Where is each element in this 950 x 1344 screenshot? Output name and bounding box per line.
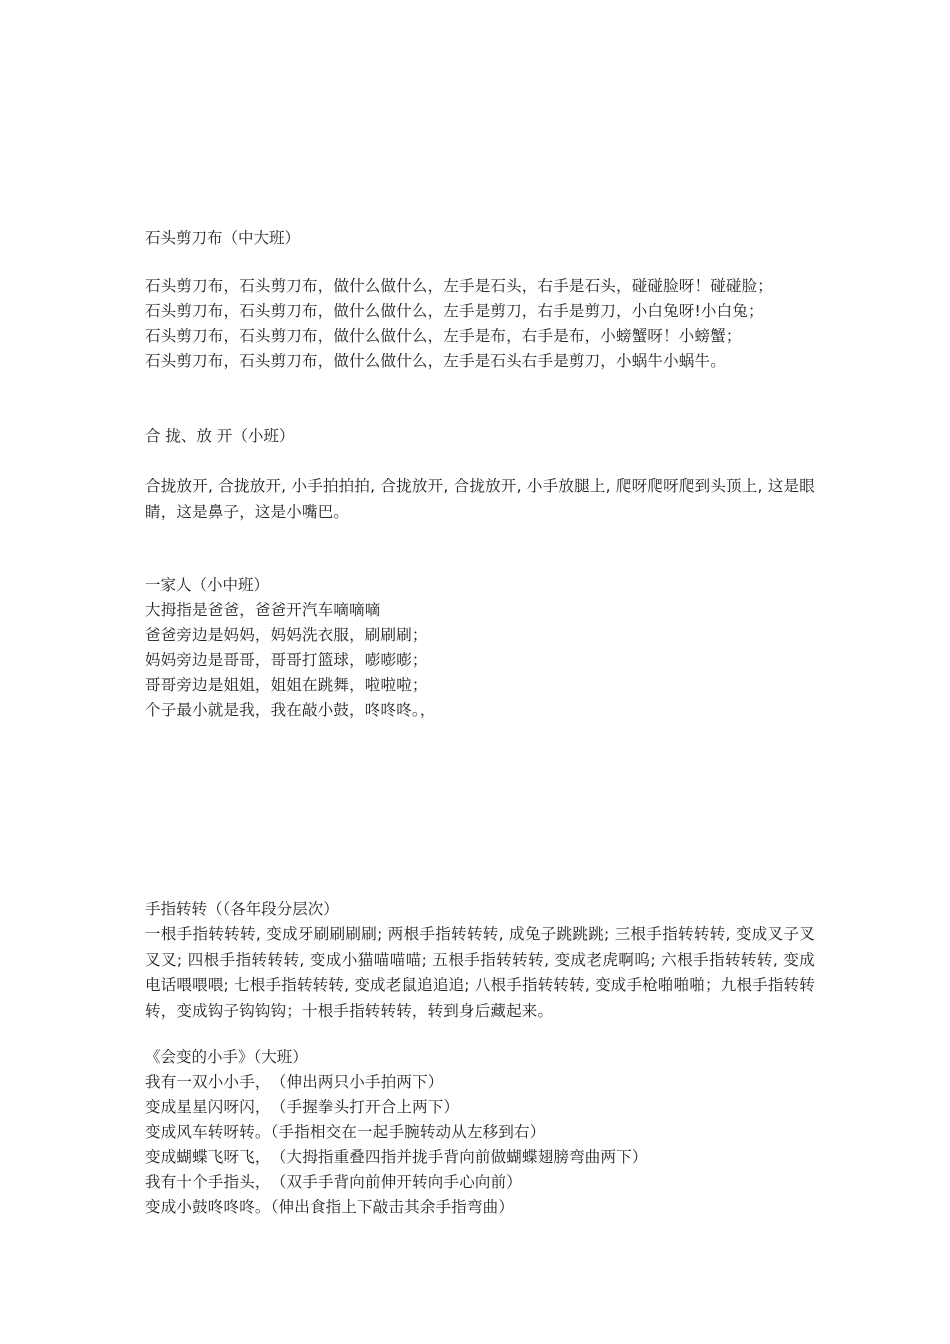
section-family <box>145 573 815 723</box>
verse-line: 我有一双小小手， （伸出两只小手拍两下） <box>145 1073 444 1091</box>
verse-line: 变成蝴蝶飞呀飞， （大拇指重叠四指并拢手背向前做蝴蝶翅膀弯曲两下） <box>145 1148 648 1166</box>
verse-line: 变成风车转呀转。（手指相交在一起手腕转动从左移到右） <box>145 1123 546 1141</box>
section-title: 一家人（小中班） <box>145 576 270 594</box>
section-title: 石头剪刀布（中大班） <box>145 229 301 247</box>
section-rock-paper-scissors-body <box>145 274 815 374</box>
verse-line: 石头剪刀布，石头剪刀布，做什么做什么，左手是石头，右手是石头，碰碰脸呀！碰碰脸； <box>145 277 774 295</box>
verse-line: 石头剪刀布，石头剪刀布，做什么做什么，左手是剪刀，右手是剪刀，小白兔呀!小白兔； <box>145 302 764 320</box>
section-open-close <box>145 424 815 449</box>
section-rock-paper-scissors <box>145 226 815 251</box>
verse-paragraph: 合拢放开, 合拢放开, 小手拍拍拍, 合拢放开, 合拢放开, 小手放腿上, 爬呀爬呀爬到头顶上, 这是眼睛，这是鼻子，这是小嘴巴。 <box>145 477 815 521</box>
verse-paragraph: 一根手指转转转, 变成牙刷刷刷刷; 两根手指转转转, 成兔子跳跳跳; 三根手指转转转, 变成叉子叉叉叉; 四根手指转转转, 变成小猫喵喵喵; 五根手指转转转, 变成老虎啊呜; 六根手指转转转, 变成电话喂喂喂; 七根手指转转转, 变成老鼠追追追; 八根手指转转转, 变成手枪啪啪啪；九根手指转转转，变成钩子钩钩钩；十根手指转转转，转到身后藏起来。 <box>145 925 815 1020</box>
section-title: 《会变的小手》（大班） <box>145 1048 308 1066</box>
verse-line: 我有十个手指头， （双手手背向前伸开转向手心向前） <box>145 1173 523 1191</box>
verse-line: 爸爸旁边是妈妈，妈妈洗衣服，刷刷刷； <box>145 626 428 644</box>
verse-line: 个子最小就是我，我在敲小鼓，咚咚咚。， <box>145 701 436 719</box>
verse-line: 哥哥旁边是姐姐，姐姐在跳舞，啦啦啦； <box>145 676 428 694</box>
verse-line: 变成小鼓咚咚咚。（伸出食指上下敲击其余手指弯曲） <box>145 1198 515 1216</box>
section-magic-hands <box>145 1045 815 1220</box>
section-open-close-body <box>145 474 815 525</box>
verse-line: 妈妈旁边是哥哥，哥哥打篮球，嘭嘭嘭； <box>145 651 428 669</box>
section-title: 合 拢、放 开（小班） <box>145 427 295 445</box>
verse-line: 石头剪刀布，石头剪刀布，做什么做什么，左手是布，右手是布，小螃蟹呀！小螃蟹； <box>145 327 742 345</box>
verse-line: 变成星星闪呀闪， （手握拳头打开合上两下） <box>145 1098 460 1116</box>
section-finger-turn <box>145 897 815 1024</box>
verse-line: 大拇指是爸爸，爸爸开汽车嘀嘀嘀 <box>145 601 381 619</box>
verse-line: 石头剪刀布，石头剪刀布，做什么做什么，左手是石头右手是剪刀，小蜗牛小蜗牛。 <box>145 352 726 370</box>
section-title: 手指转转（（各年段分层次） <box>145 900 339 918</box>
